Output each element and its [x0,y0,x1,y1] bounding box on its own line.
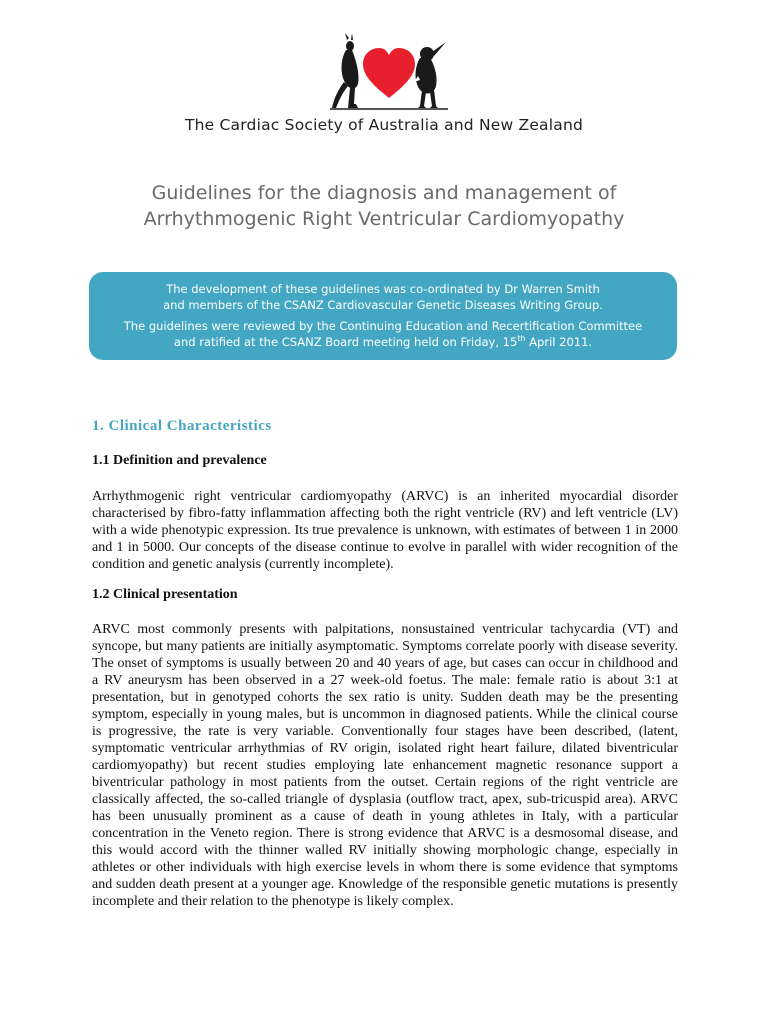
banner-line-2: and members of the CSANZ Cardiovascular Genetic Diseases Writing Group. [163,298,603,312]
section-heading: 1. Clinical Characteristics [92,418,272,434]
subsection-heading-definition: 1.1 Definition and prevalence [92,453,267,468]
banner-line-1: The development of these guidelines was co-ordinated by Dr Warren Smith [166,282,600,296]
info-banner [89,272,677,360]
banner-line-3: The guidelines were reviewed by the Continuing Education and Recertification Committee [123,319,643,333]
banner-line-4-suffix: April 2011. [525,335,593,349]
banner-line-4-sup: th [517,334,526,344]
bird-icon [414,42,446,108]
title-line-2: Arrhythmogenic Right Ventricular Cardiomyopathy [143,208,625,230]
banner-paragraph-1 [89,281,677,313]
subsection-heading-presentation: 1.2 Clinical presentation [92,587,238,602]
paragraph-presentation: ARVC most commonly presents with palpitations, nonsustained ventricular tachycardia (VT) and syncope, but many patients are initially asymptomatic. Symptoms correlate poorly with disease severity. The onset of symptoms is usually between 20 and 40 years of age, but cases can occur in childhood and a RV aneurysm has been observed in a 27 week-old foetus. The male: female ratio is about 3:1 at presentation, but in genotyped cohorts the sex ratio is unity. Sudden death may be the presenting symptom, especially in young males, but is uncommon in diagnosed patients. While the clinical course is progressive, the rate is very variable. Conventionally four stages have been described, (latent, symptomatic ventricular arrhythmias of RV origin, isolated right heart failure, dilated biventricular cardiomyopathy) but recent studies employing late enhancement magnetic resonance support a biventricular pathology in most patients from the outset. Certain regions of the right ventricle are classically affected, the so-called triangle of dysplasia (outflow tract, apex, sub-tricuspid area). ARVC has been unusually prominent as a cause of death in young athletes in Italy, with a particular concentration in the Veneto region. There is strong evidence that ARVC is a desmosomal disease, and this would accord with the thinner walled RV initially showing morphologic change, especially in athletes or other individuals with high exercise levels in whom there is some evidence that symptoms and sudden death present at a younger age. Knowledge of the responsible genetic mutations is presently incomplete and their relation to the phenotype is likely complex. [92,622,678,909]
society-name: The Cardiac Society of Australia and New Zealand [184,116,584,134]
banner-line-4-prefix: and ratified at the CSANZ Board meeting held on Friday, 15 [173,335,518,349]
banner-paragraph-2 [89,318,677,350]
csanz-logo [330,32,448,112]
title-line-1: Guidelines for the diagnosis and management of [151,182,617,204]
page-title [0,180,768,232]
paragraph-definition: Arrhythmogenic right ventricular cardiomyopathy (ARVC) is an inherited myocardial disorder characterised by fibro-fatty inflammation affecting both the right ventricle (RV) and left ventricle (LV) with a wide phenotypic expression. Its true prevalence is unknown, with estimates of between 1 in 2000 and 1 in 5000. Our concepts of the disease continue to evolve in parallel with wider recognition of the condition and genetic analysis (currently incomplete). [92,489,678,572]
heart-icon [363,48,415,98]
kangaroo-icon [332,33,359,108]
